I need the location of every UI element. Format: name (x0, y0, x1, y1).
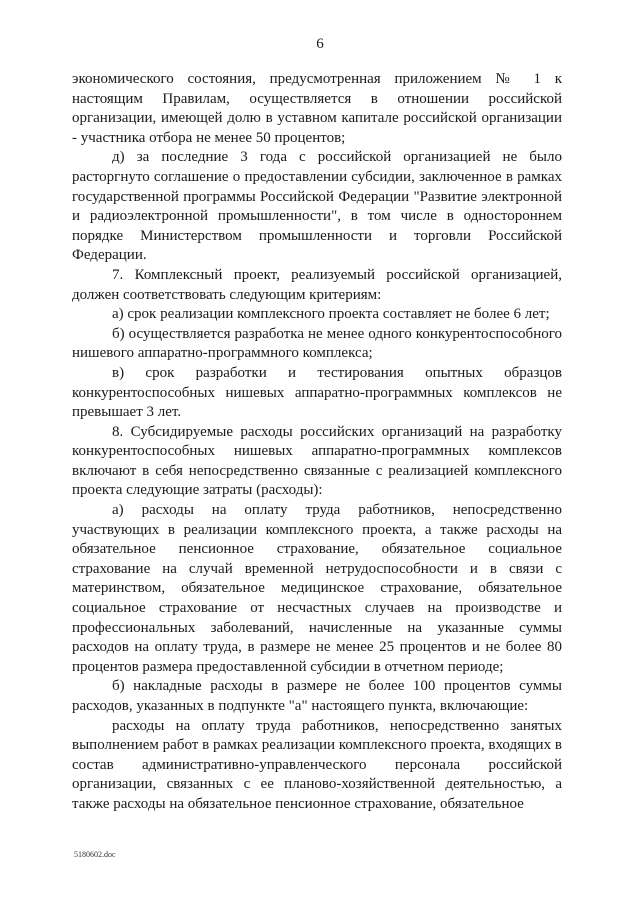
paragraph-section-7: 7. Комплексный проект, реализуемый российской организацией, должен соответствовать следующим критериям: (72, 266, 562, 303)
paragraph-overhead-expenses: расходы на оплату труда работников, непосредственно занятых выполнением работ в рамках реализации комплексного проекта, входящих в состав административно-управленческого персонала российской организации, связанных с ее планово-хозяйственной деятельностью, а также расходы на обязательное пенсионное страхование, обязательное (72, 717, 562, 812)
page-number: 6 (316, 36, 324, 52)
paragraph-8-item-b: б) накладные расходы в размере не более 100 процентов суммы расходов, указанных в подпункте "а" настоящего пункта, включающие: (72, 678, 562, 714)
paragraph-section-8: 8. Субсидируемые расходы российских организаций на разработку конкурентоспособных нишевых аппаратно-программных комплексов включают в себя непосредственно связанные с реализацией комплексного проекта следующие затраты (расходы): (72, 423, 562, 499)
paragraph-item-a: а) срок реализации комплексного проекта составляет не более 6 лет; (112, 306, 550, 323)
paragraph-continuation: экономического состояния, предусмотренная приложением № 1 к настоящим Правилам, осуществляется в отношении российской организации, имеющей долю в уставном капитале российской организации - участника отбора не менее 50 процентов; (72, 71, 562, 146)
footer-filename: 5180602.doc (74, 850, 116, 859)
paragraph-item-v: в) срок разработки и тестирования опытных образцов конкурентоспособных нишевых аппаратно-программных комплексов не превышает 3 лет. (72, 364, 562, 421)
paragraph-8-item-a: а) расходы на оплату труда работников, непосредственно участвующих в реализации комплексного проекта, а также расходы на обязательное пенсионное страхование, обязательное социальное страхование на случай временной нетрудоспособности и в связи с материнством, обязательное медицинское страхование, обязательное социальное страхование от несчастных случаев на производстве и профессиональных заболеваний, начисленные на указанные суммы расходов на оплату труда, в размере не менее 25 процентов и не более 80 процентов размера предоставленной субсидии в отчетном периоде; (72, 502, 562, 675)
document-body (72, 70, 562, 815)
paragraph-item-d: д) за последние 3 года с российской организацией не было расторгнуто соглашение о предоставлении субсидии, заключенное в рамках государственной программы Российской Федерации "Развитие электронной и радиоэлектронной промышленности", в том числе в одностороннем порядке Министерством промышленности и торговли Российской Федерации. (72, 149, 562, 264)
paragraph-item-b: б) осуществляется разработка не менее одного конкурентоспособного нишевого аппаратно-программного комплекса; (72, 325, 562, 362)
